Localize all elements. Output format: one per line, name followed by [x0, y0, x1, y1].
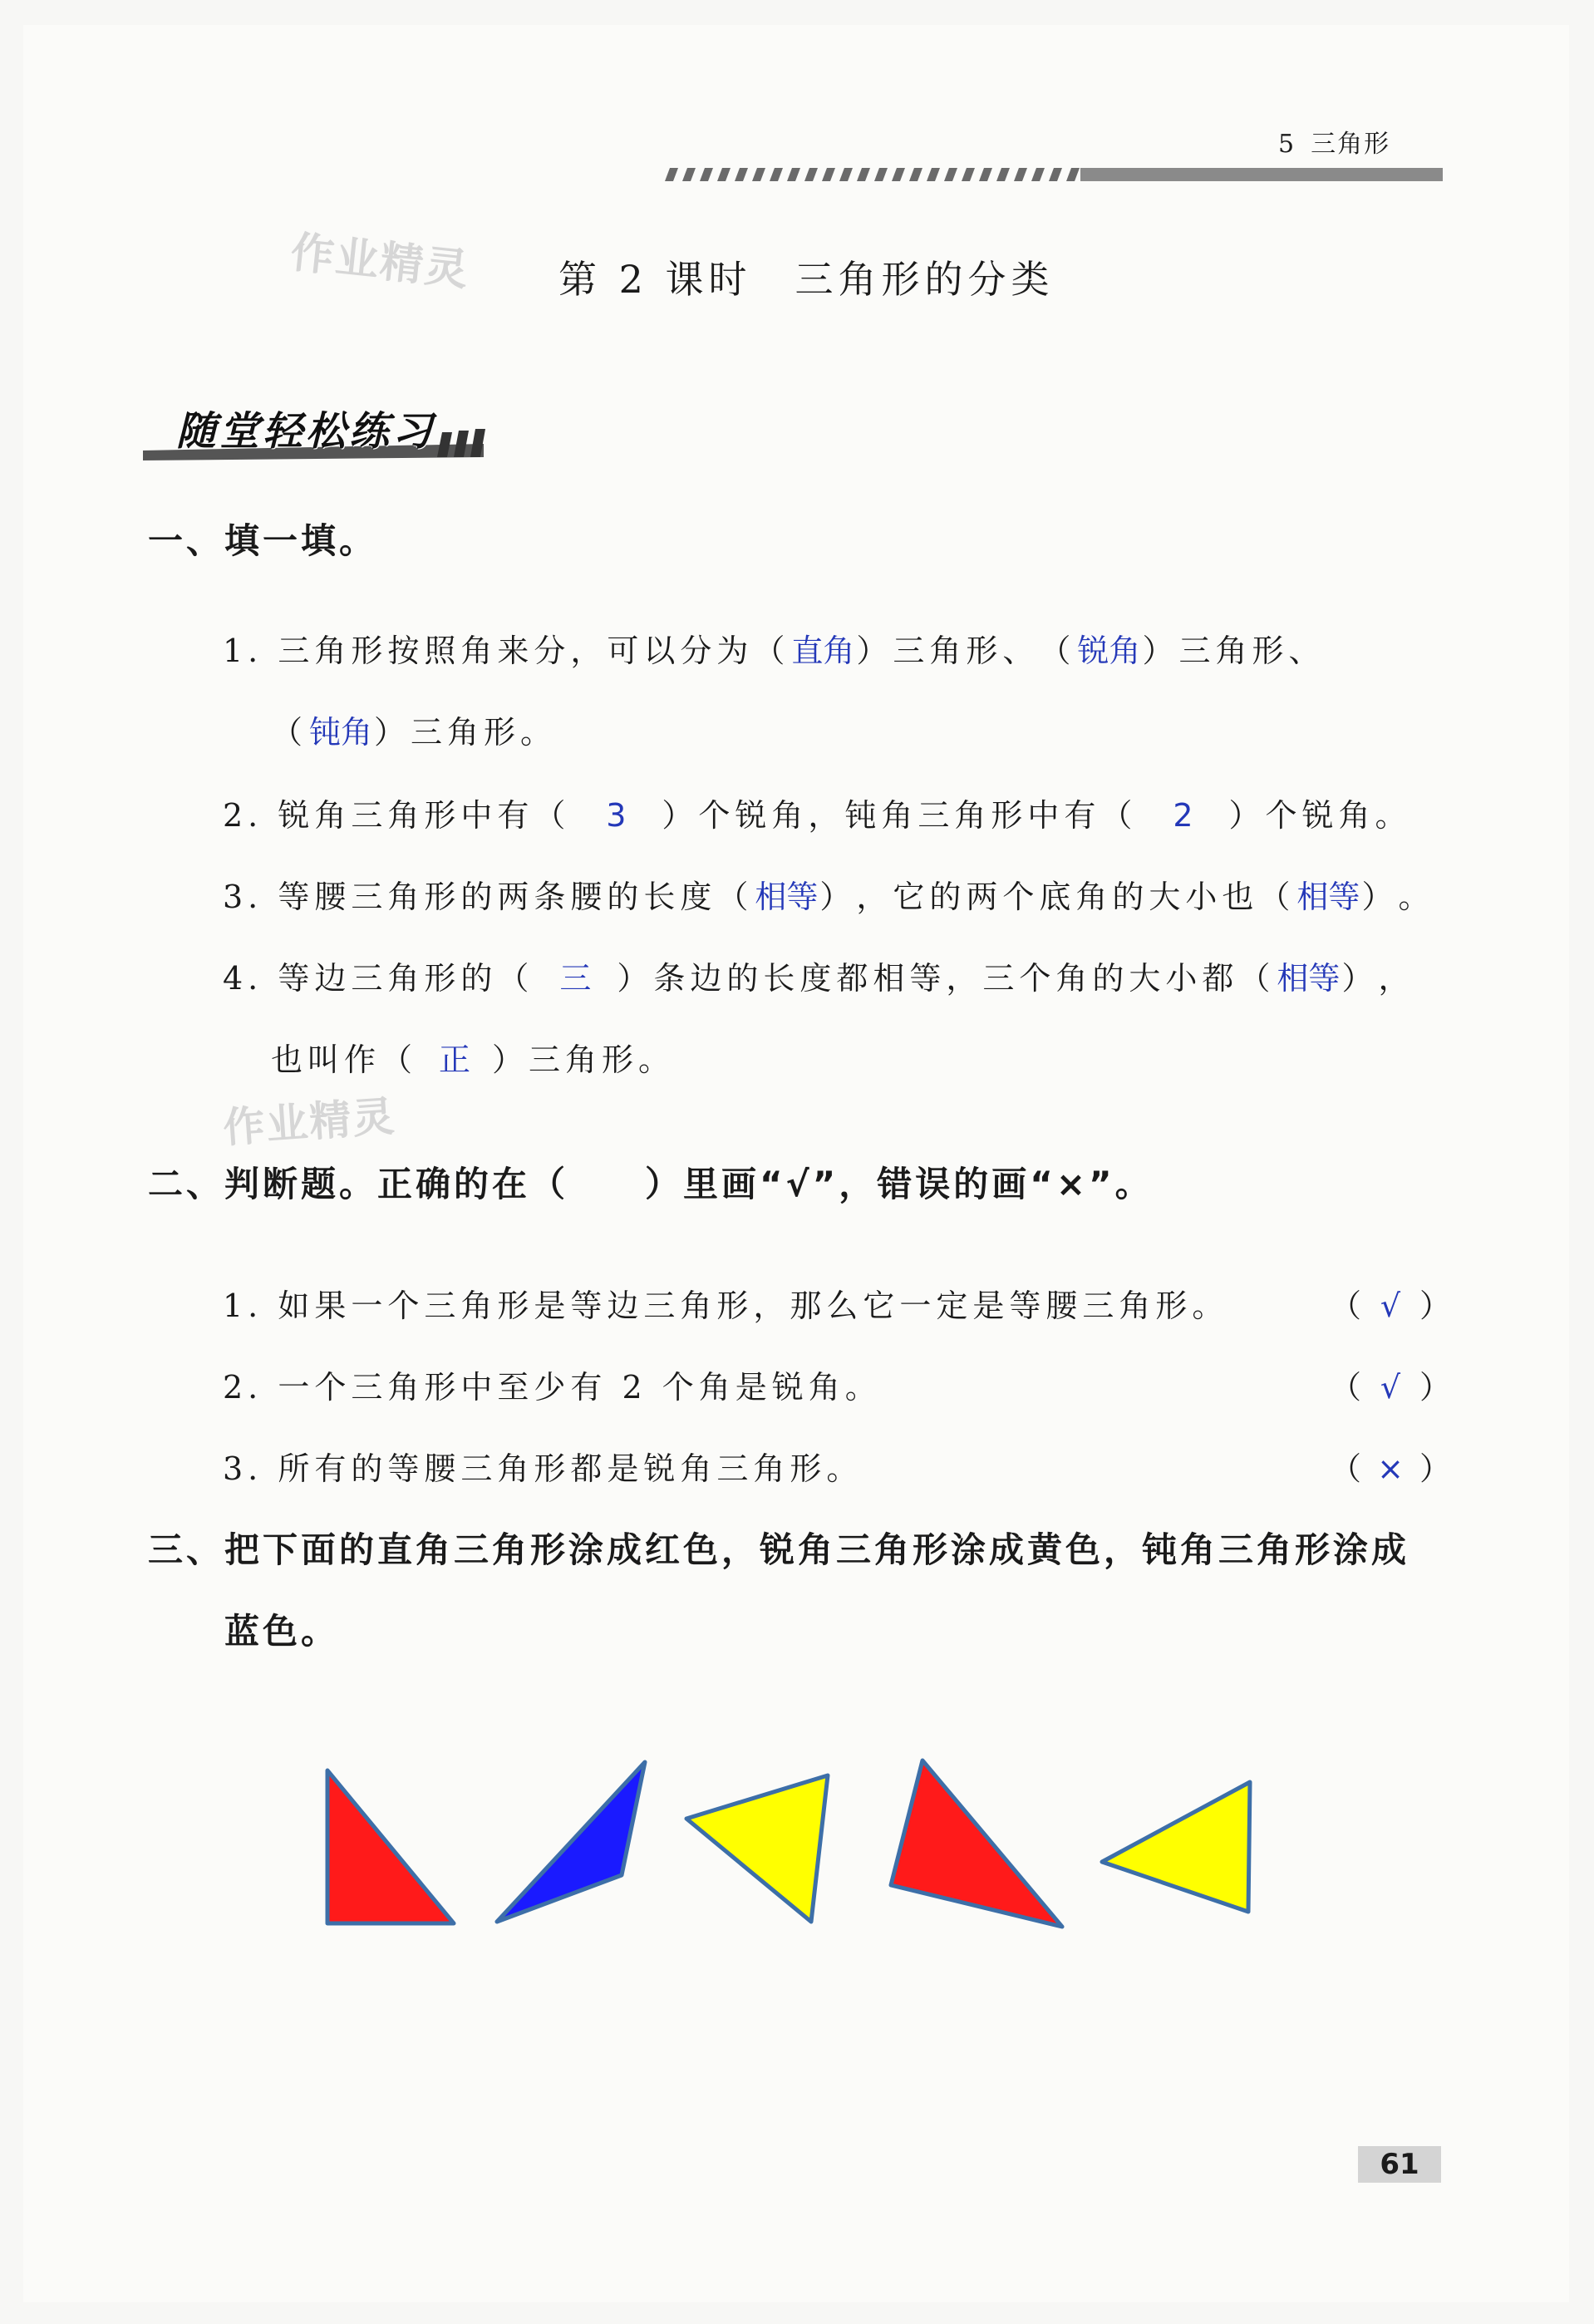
item-number: 3. — [223, 879, 263, 915]
header-stripe — [996, 168, 1010, 181]
item-number: 2. — [223, 797, 263, 834]
q2-item-2-answer: （ √ ） — [1330, 1369, 1452, 1406]
item-text: 如果一个三角形是等边三角形，那么它一定是等腰三角形。 — [278, 1288, 1229, 1324]
answer-text: 相等 — [1296, 879, 1360, 915]
answer-text: 2 — [1173, 797, 1193, 834]
answer-blank: （相等） — [1258, 871, 1398, 917]
q3-heading-line-2: 蓝色。 — [224, 1611, 340, 1652]
q1-item-3 — [223, 871, 1434, 917]
answer-text: 正 — [439, 1041, 471, 1078]
item-text: 也叫作 — [271, 1041, 381, 1078]
header-stripe — [770, 168, 783, 181]
item-text: 三角形、 — [1178, 633, 1326, 669]
item-number: 1. — [223, 1288, 263, 1324]
item-number: 1. — [223, 633, 263, 669]
triangles-figure — [316, 1745, 1280, 1945]
watermark-middle: 作业精灵 — [221, 1091, 398, 1153]
item-text: 等腰三角形的两条腰的长度 — [278, 879, 717, 915]
lesson-title — [558, 249, 1055, 304]
header-stripe — [944, 168, 957, 181]
watermark-top: 作业精灵 — [288, 227, 472, 297]
header-stripe — [857, 168, 870, 181]
answer-blank: （ 2 ） — [1100, 797, 1266, 834]
header-stripe — [1049, 168, 1062, 181]
q2-item-1 — [223, 1280, 1228, 1326]
header-stripe — [927, 168, 940, 181]
answer-blank: （锐角） — [1039, 625, 1178, 671]
q1-item-2 — [223, 790, 1411, 835]
item-number: 3. — [223, 1450, 263, 1487]
answer-text: 直角 — [791, 633, 855, 669]
answer-blank: （相等） — [1238, 953, 1378, 998]
answer-mark: × — [1377, 1450, 1404, 1487]
q2-heading: 二、判断题。正确的在（ ）里画“√”，错误的画“×”。 — [148, 1164, 1154, 1204]
item-text: 一个三角形中至少有 2 个角是锐角。 — [278, 1369, 882, 1406]
answer-text: 三 — [559, 960, 592, 997]
section-banner-text: 随堂轻松练习 — [176, 408, 436, 455]
answer-mark: √ — [1380, 1369, 1401, 1406]
answer-text: 钝角 — [309, 714, 373, 751]
item-number: 2. — [223, 1369, 263, 1406]
answer-blank: （ 3 ） — [534, 797, 699, 834]
header-stripe — [700, 168, 713, 181]
header-stripe — [787, 168, 800, 181]
lesson-topic: 三角形的分类 — [795, 257, 1055, 302]
answer-blank: （直角） — [753, 625, 893, 671]
triangle-right-2 — [891, 1760, 1062, 1927]
lesson-number: 第 2 课时 — [558, 257, 752, 302]
answer-mark: √ — [1380, 1288, 1401, 1324]
triangle-acute-2 — [1102, 1782, 1250, 1912]
header-stripe — [717, 168, 731, 181]
item-text: 个锐角。 — [1265, 797, 1412, 834]
q2-item-3 — [223, 1443, 863, 1489]
header-stripe — [1031, 168, 1045, 181]
header-stripe — [909, 168, 922, 181]
q2-item-3-answer: （ × ） — [1330, 1450, 1452, 1487]
q2-item-2 — [223, 1361, 882, 1407]
header-stripe — [822, 168, 835, 181]
q1-heading: 一、填一填。 — [148, 520, 378, 561]
item-text: 三角形、 — [893, 633, 1040, 669]
item-text: 所有的等腰三角形都是锐角三角形。 — [278, 1450, 863, 1487]
answer-text: 相等 — [755, 879, 819, 915]
triangle-right-1 — [327, 1770, 454, 1923]
answer-text: 相等 — [1277, 960, 1341, 997]
chapter-number: 5 — [1278, 130, 1296, 159]
item-text: ，它的两个底角的大小也 — [856, 879, 1259, 915]
answer-blank: （钝角） — [271, 707, 411, 752]
header-stripe — [752, 168, 765, 181]
header-stripe — [1066, 168, 1080, 181]
item-text: 锐角三角形中有 — [278, 797, 534, 834]
header-stripe — [892, 168, 905, 181]
header-stripe — [874, 168, 888, 181]
item-text: 。 — [1398, 879, 1435, 915]
header-stripe-bar — [665, 166, 1443, 183]
item-text: 三角形。 — [411, 714, 558, 751]
chapter-title: 三角形 — [1311, 130, 1391, 159]
q1-item-1-line-2 — [271, 707, 557, 752]
q2-item-1-answer: （ √ ） — [1330, 1288, 1452, 1324]
triangle-obtuse-1 — [497, 1762, 645, 1922]
item-text: 个锐角，钝角三角形中有 — [698, 797, 1101, 834]
header-stripe — [735, 168, 748, 181]
item-text: 等边三角形的 — [278, 960, 498, 997]
header-stripe — [962, 168, 975, 181]
answer-blank: （ 正 ） — [381, 1034, 529, 1080]
answer-blank: （相等） — [716, 871, 856, 917]
q3-heading-line-1: 三、把下面的直角三角形涂成红色，锐角三角形涂成黄色，钝角三角形涂成 — [148, 1529, 1410, 1570]
item-text: 三角形按照角来分，可以分为 — [278, 633, 754, 669]
item-text: 条边的长度都相等，三个角的大小都 — [653, 960, 1239, 997]
q1-item-4-line-1 — [223, 953, 1414, 998]
header-stripe — [1014, 168, 1027, 181]
item-number: 4. — [223, 960, 263, 997]
q1-item-4-line-2 — [271, 1034, 675, 1080]
section-banner — [143, 397, 492, 464]
chapter-label — [1278, 123, 1390, 160]
triangle-acute-1 — [686, 1775, 828, 1922]
header-stripe — [979, 168, 992, 181]
item-text: 三角形。 — [529, 1041, 676, 1078]
answer-text: 锐角 — [1077, 633, 1141, 669]
header-stripe — [839, 168, 853, 181]
page-number: 61 — [1358, 2146, 1441, 2183]
item-text: ， — [1378, 960, 1415, 997]
answer-text: 3 — [606, 797, 627, 834]
answer-blank: （ 三 ） — [497, 953, 653, 998]
header-stripe — [682, 168, 696, 181]
header-stripe — [665, 168, 678, 181]
q1-item-1-line-1 — [223, 625, 1325, 671]
header-stripe — [804, 168, 818, 181]
